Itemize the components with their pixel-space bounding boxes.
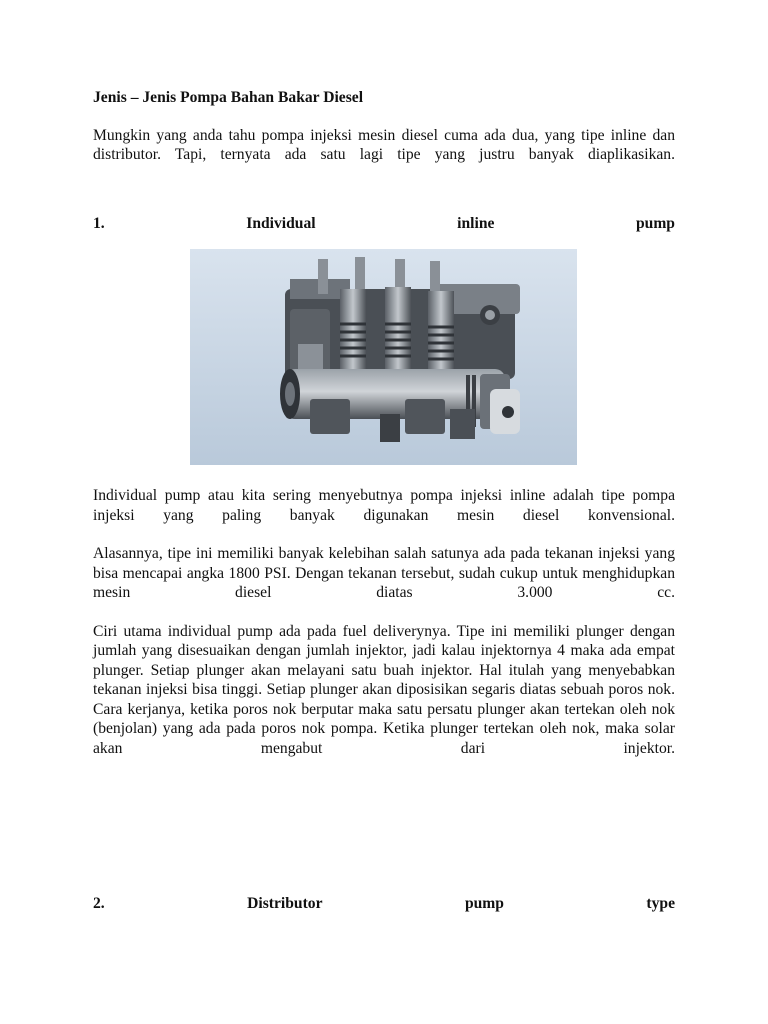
document-page <box>93 88 675 183</box>
paragraph-3: Ciri utama individual pump ada pada fuel deliverynya. Tipe ini memiliki plunger dengan jumlah yang disesuaikan dengan jumlah injektor, jadi kalau injektornya 4 maka ada empat plunger. Setiap plunger akan melayani satu buah injektor. Hal itulah yang menyebabkan tekanan injeksi bisa tinggi. Setiap plunger akan diposisikan segaris diatas sebuah poros nok. Cara kerjanya, ketika poros nok berputar maka satu persatu plunger akan tertekan oleh nok (benjolan) yang ada pada poros nok pompa. Ketika plunger tertekan oleh nok, maka solar akan mengabut dari injektor. <box>93 622 675 757</box>
paragraph-2: Alasannya, tipe ini memiliki banyak kelebihan salah satunya ada pada tekanan injeksi yang bisa mencapai angka 1800 PSI. Dengan tekanan tersebut, sudah cukup untuk menghidupkan mesin diesel diatas 3.000 cc. <box>93 545 675 601</box>
section-2-word-2: pump <box>464 895 504 912</box>
section-2-word-3: type <box>646 895 675 912</box>
section-1-number: 1. <box>93 215 105 232</box>
document-title: Jenis – Jenis Pompa Bahan Bakar Diesel <box>93 89 364 106</box>
intro-paragraph: Mungkin yang anda tahu pompa injeksi mesin diesel cuma ada dua, yang tipe inline dan distributor. Tapi, ternyata ada satu lagi tipe yang justru banyak diaplikasikan. <box>93 127 675 163</box>
paragraph-1: Individual pump atau kita sering menyebutnya pompa injeksi inline adalah tipe pompa injeksi yang paling banyak digunakan mesin diesel konvensional. <box>93 487 675 524</box>
pump-figure <box>190 249 577 465</box>
section-heading-1 <box>93 214 675 233</box>
section-1-word-2: inline <box>457 215 495 232</box>
fuel-injection-pump-icon <box>190 249 577 465</box>
section-heading-2 <box>93 894 675 913</box>
section-2-number: 2. <box>93 895 105 912</box>
body-text <box>93 486 675 758</box>
section-1-word-1: Individual <box>246 215 316 232</box>
section-1-word-3: pump <box>635 215 675 232</box>
section-2-word-1: Distributor <box>247 895 323 912</box>
